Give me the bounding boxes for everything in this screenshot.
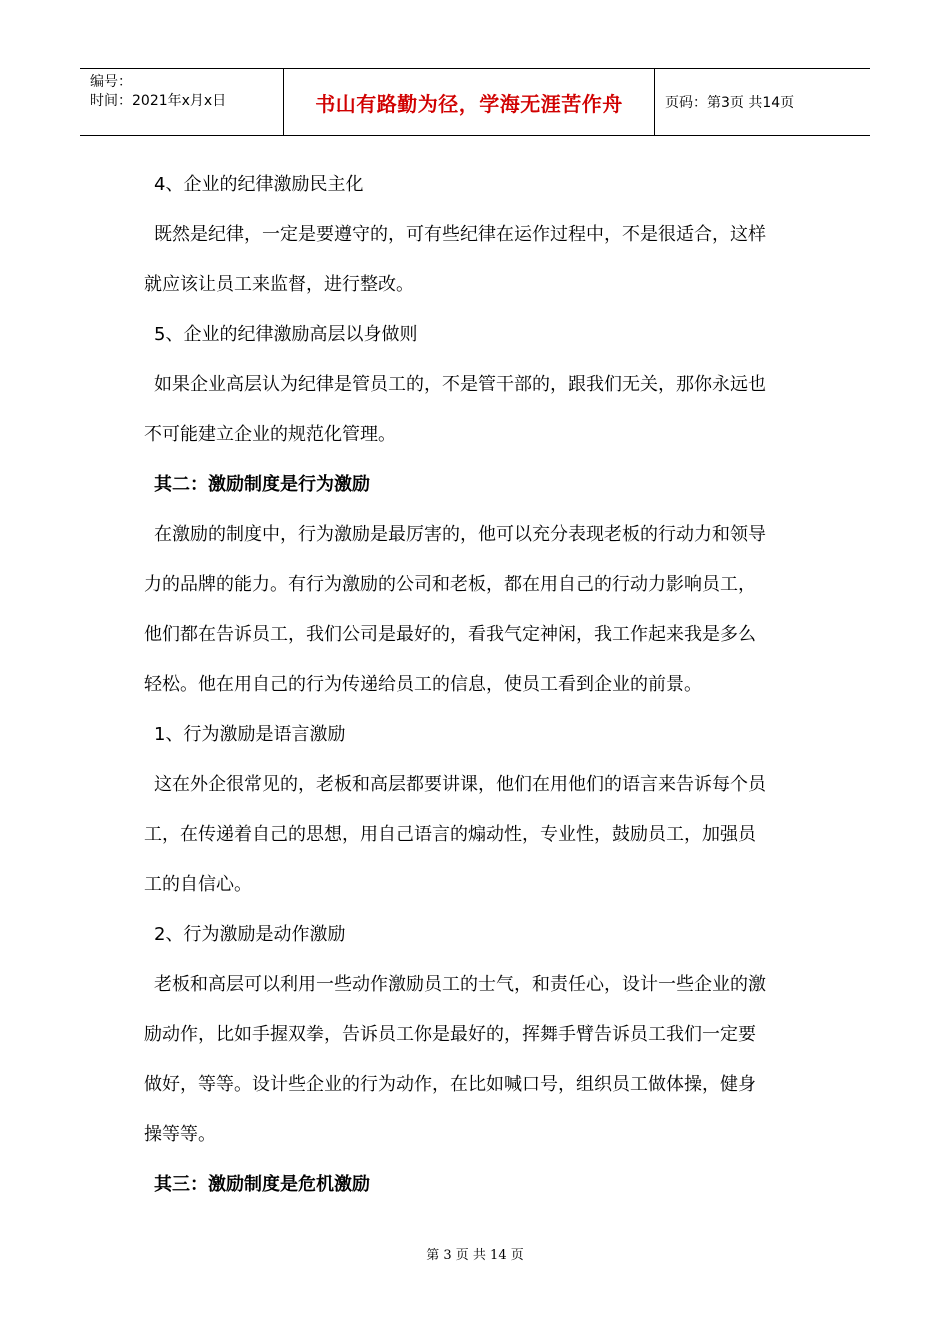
subheading: 2、行为激励是动作激励 (154, 924, 346, 945)
header-page-info: 页码：第3页 共14页 (665, 95, 795, 111)
paragraph-line: 在激励的制度中，行为激励是最厉害的，他可以充分表现老板的行动力和领导 (154, 524, 766, 545)
number-label: 编号： (90, 74, 132, 90)
paragraph-line: 他们都在告诉员工，我们公司是最好的，看我气定神闲，我工作起来我是多么 (144, 624, 756, 645)
paragraph-line: 工，在传递着自己的思想，用自己语言的煽动性，专业性，鼓励员工，加强员 (144, 824, 756, 845)
subheading: 1、行为激励是语言激励 (154, 724, 346, 745)
paragraph-line: 不可能建立企业的规范化管理。 (144, 424, 396, 445)
paragraph-line: 操等等。 (144, 1124, 216, 1145)
section-title: 其三：激励制度是危机激励 (154, 1174, 370, 1195)
paragraph-line: 老板和高层可以利用一些动作激励员工的士气，和责任心，设计一些企业的激 (154, 974, 766, 995)
paragraph-line: 力的品牌的能力。有行为激励的公司和老板，都在用自己的行动力影响员工， (144, 574, 756, 595)
paragraph-line: 励动作，比如手握双拳，告诉员工你是最好的，挥舞手臂告诉员工我们一定要 (144, 1024, 756, 1045)
paragraph-line: 既然是纪律，一定是要遵守的，可有些纪律在运作过程中，不是很适合，这样 (154, 224, 766, 245)
subheading: 5、企业的纪律激励高层以身做则 (154, 324, 418, 345)
header-meta (80, 69, 283, 135)
subheading: 4、企业的纪律激励民主化 (154, 174, 364, 195)
paragraph-line: 轻松。他在用自己的行为传递给员工的信息，使员工看到企业的前景。 (144, 674, 702, 695)
time-label: 时间：2021年x月x日 (90, 93, 227, 109)
header-motto: 书山有路勤为径，学海无涯苦作舟 (283, 69, 655, 135)
document-body (144, 160, 816, 1210)
paragraph-line: 做好，等等。设计些企业的行为动作，在比如喊口号，组织员工做体操，健身 (144, 1074, 756, 1095)
section-title: 其二：激励制度是行为激励 (154, 474, 370, 495)
page-header (80, 68, 870, 136)
paragraph-line: 这在外企很常见的，老板和高层都要讲课，他们在用他们的语言来告诉每个员 (154, 774, 766, 795)
paragraph-line: 工的自信心。 (144, 874, 252, 895)
paragraph-line: 就应该让员工来监督，进行整改。 (144, 274, 414, 295)
paragraph-line: 如果企业高层认为纪律是管员工的，不是管干部的，跟我们无关，那你永远也 (154, 374, 766, 395)
page-footer: 第 3 页 共 14 页 (426, 1248, 524, 1263)
